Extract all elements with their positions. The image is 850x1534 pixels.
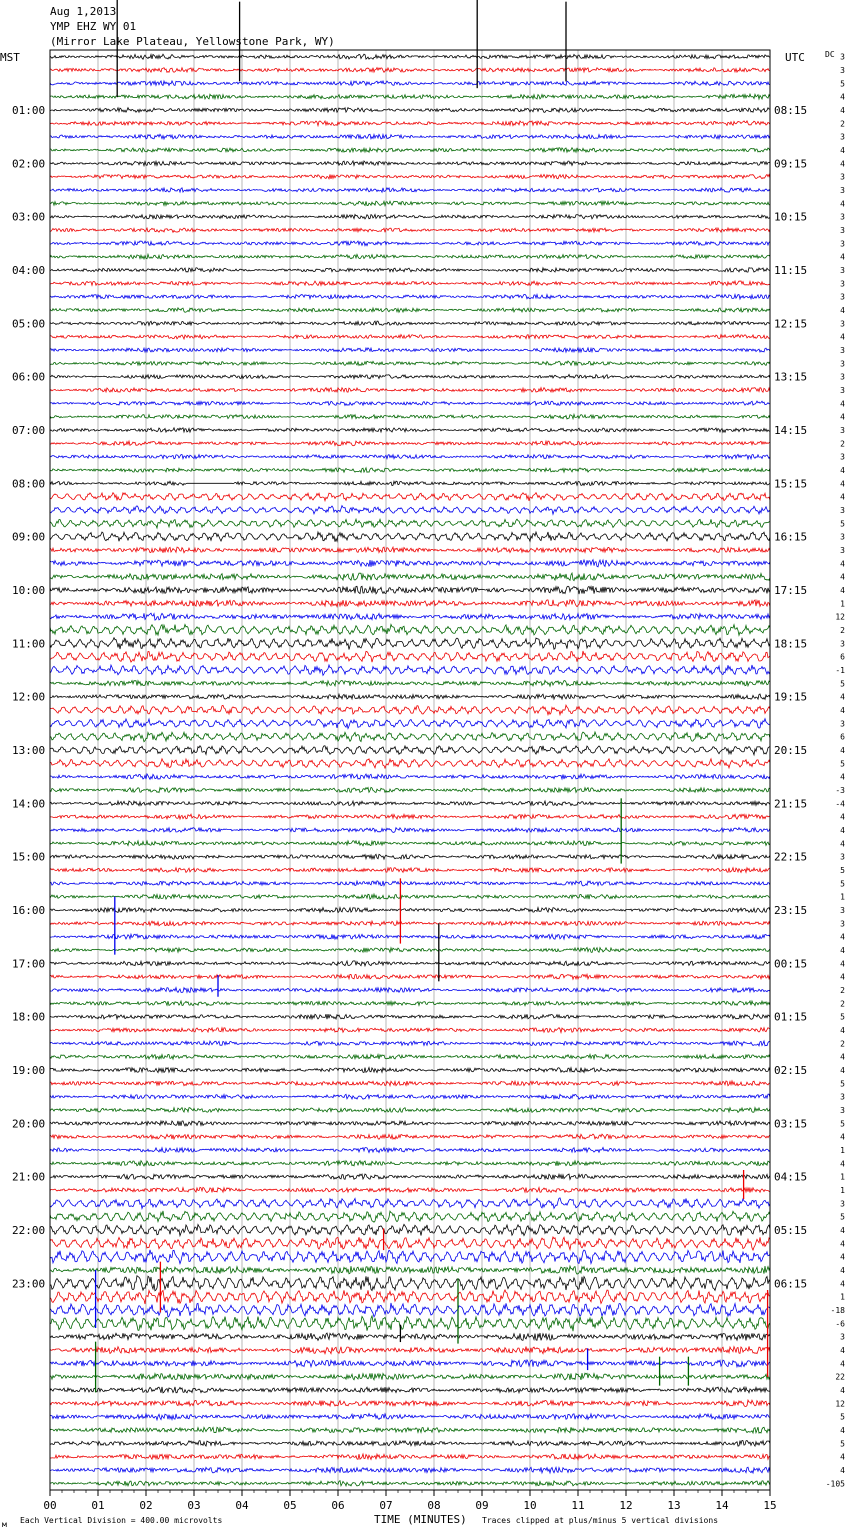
x-tick-label: 08 [427,1499,441,1512]
x-tick-label: 14 [715,1499,729,1512]
dc-offset-label: 4 [840,1026,845,1035]
clip-note: Traces clipped at plus/minus 5 vertical divisions [482,1516,719,1525]
left-hour-label: 07:00 [12,424,46,437]
x-tick-label: 07 [379,1499,393,1512]
dc-offset-label: 3 [840,1092,845,1102]
dc-offset-label: 4 [840,479,845,489]
dc-offset-label: 2 [840,119,845,129]
dc-offset-label: -6 [835,1319,845,1329]
header-location: (Mirror Lake Plateau, Yellowstone Park, WY) [50,35,335,48]
right-hour-label: 21:15 [774,797,808,811]
dc-offset-label: 4 [840,959,845,969]
dc-offset-label: 3 [840,639,845,649]
left-hour-label: 12:00 [12,690,46,704]
dc-offset-label: 3 [840,372,845,382]
dc-offset-label: 4 [840,1346,845,1355]
dc-offset-label: 1 [840,1172,845,1182]
left-hour-label: 13:00 [12,744,46,757]
dc-offset-label: 3 [840,852,845,862]
dc-offset-label: 3 [840,66,845,75]
dc-offset-label: 4 [840,1279,845,1289]
right-hour-label: 03:15 [774,1117,808,1131]
dc-offset-label: 4 [840,559,845,569]
dc-offset-label: 4 [840,1466,845,1475]
right-hour-label: 20:15 [774,744,808,757]
dc-offset-label: 2 [840,1039,845,1049]
x-tick-label: 05 [283,1499,297,1512]
dc-offset-label: 3 [840,426,845,435]
dc-offset-label: 3 [840,359,845,369]
dc-offset-label: 4 [840,972,845,982]
left-hour-label: 15:00 [12,850,46,864]
left-hour-label: 17:00 [12,957,46,971]
dc-offset-label: 4 [840,1159,845,1169]
dc-offset-label: 4 [840,1359,845,1369]
x-tick-label: 11 [571,1499,585,1512]
dc-offset-label: 4 [840,399,845,409]
dc-offset-label: 5 [840,879,845,889]
left-hour-label: 16:00 [12,904,46,917]
dc-offset-label: 5 [840,1212,845,1222]
dc-offset-label: 4 [840,1386,845,1395]
dc-offset-label: 3 [840,452,845,462]
dc-offset-label: 3 [840,546,845,555]
dc-offset-label: 1 [840,1146,845,1155]
left-hour-label: 21:00 [12,1170,46,1184]
dc-offset-label: 3 [840,1332,845,1342]
left-hour-label: 03:00 [12,210,46,224]
dc-offset-label: 4 [840,706,845,715]
right-hour-label: 19:15 [774,690,808,704]
dc-offset-label: 4 [840,1239,845,1249]
dc-offset-label: 5 [840,866,845,875]
header-date: Aug 1,2013 [50,5,117,18]
dc-offset-label: 4 [840,1226,845,1235]
dc-offset-label: -4 [835,799,845,809]
dc-offset-label: 3 [840,1199,845,1209]
x-tick-label: 10 [523,1499,537,1512]
left-hour-label: 19:00 [12,1064,46,1077]
left-hour-label: 08:00 [12,477,46,491]
x-tick-label: 13 [667,1499,681,1512]
dc-offset-label: 5 [840,1012,845,1022]
dc-offset-label: 3 [840,346,845,355]
right-hour-label: 11:15 [774,264,808,277]
right-hour-label: 08:15 [774,104,808,117]
dc-offset-label: 4 [840,199,845,209]
left-hour-label: 01:00 [12,104,46,117]
right-hour-label: 02:15 [774,1064,808,1077]
left-hour-label: 02:00 [12,157,46,171]
dc-offset-label: 4 [840,1066,845,1075]
dc-offset-label: 12 [835,612,845,622]
dc-offset-label: 5 [840,679,845,689]
dc-offset-label: 5 [840,519,845,529]
right-hour-label: 04:15 [774,1170,808,1184]
left-hour-label: 14:00 [12,797,46,811]
right-hour-label: 06:15 [774,1277,808,1291]
dc-offset-label: 3 [840,292,845,302]
dc-offset-label: 4 [840,492,845,502]
dc-offset-label: 3 [840,279,845,289]
dc-offset-label: 3 [840,239,845,249]
dc-offset-label: 1 [840,892,845,902]
corner-mark: м [2,1520,7,1529]
dc-offset-label: 4 [840,412,845,422]
dc-offset-label: 3 [840,532,845,542]
x-tick-label: 01 [91,1499,105,1512]
dc-offset-label: 4 [840,572,845,582]
dc-offset-label: 2 [840,986,845,995]
x-tick-label: 03 [187,1499,201,1512]
left-timezone-label: MST [0,51,20,64]
left-hour-label: 06:00 [12,370,46,384]
dc-offset-label: 6 [840,652,845,662]
dc-offset-label: 3 [840,719,845,729]
left-hour-label: 10:00 [12,584,46,597]
dc-offset-label: 4 [840,1452,845,1462]
right-hour-label: 22:15 [774,850,808,864]
header-station: YMP EHZ WY 01 [50,20,137,33]
right-hour-label: 14:15 [774,424,808,437]
dc-offset-label: 3 [840,506,845,515]
dc-offset-label: 1 [840,1186,845,1195]
right-hour-label: 05:15 [774,1224,808,1237]
dc-offset-label: 1 [840,1292,845,1302]
dc-offset-label: 4 [840,826,845,835]
dc-offset-label: 4 [840,159,845,169]
dc-offset-label: 4 [840,306,845,315]
dc-offset-label: 3 [840,1106,845,1115]
right-hour-label: 13:15 [774,370,808,384]
dc-offset-label: 3 [840,906,845,915]
right-hour-label: 00:15 [774,957,808,971]
dc-offset-label: 4 [840,839,845,849]
right-hour-label: 17:15 [774,584,808,597]
right-hour-label: 12:15 [774,317,808,331]
dc-offset-label: 5 [840,1119,845,1129]
right-hour-label: 18:15 [774,637,808,651]
dc-offset-label: 2 [840,439,845,449]
x-tick-label: 00 [43,1499,57,1512]
dc-offset-label: 1 [840,599,845,609]
dc-offset-label: 4 [840,932,845,942]
dc-offset-label: 5 [840,1079,845,1089]
left-hour-label: 23:00 [12,1277,46,1291]
left-hour-label: 09:00 [12,530,46,544]
dc-offset-label: 6 [840,732,845,742]
dc-offset-label: 3 [840,52,845,62]
dc-offset-label: 4 [840,1266,845,1275]
dc-offset-label: 4 [840,1132,845,1142]
dc-offset-label: 2 [840,626,845,635]
dc-offset-label: 3 [840,266,845,275]
dc-offset-label: 4 [840,586,845,595]
dc-offset-label: 5 [840,1412,845,1422]
x-tick-label: 06 [331,1499,345,1512]
right-hour-label: 09:15 [774,157,808,171]
dc-offset-label: 4 [840,106,845,115]
left-hour-label: 05:00 [12,317,46,331]
dc-offset-label: 3 [840,186,845,195]
left-hour-label: 11:00 [12,637,46,651]
dc-offset-label: -1 [835,666,845,675]
right-hour-label: 10:15 [774,210,808,224]
dc-offset-label: -18 [830,1306,845,1315]
dc-offset-label: 4 [840,772,845,782]
x-tick-label: 04 [235,1499,249,1512]
dc-offset-label: 4 [840,1252,845,1262]
dc-offset-label: 3 [840,172,845,182]
dc-offset-label: 4 [840,332,845,342]
right-hour-label: 15:15 [774,477,808,491]
right-timezone-label: UTC [785,51,805,64]
dc-offset-label: 3 [840,386,845,395]
left-hour-label: 22:00 [12,1224,46,1237]
dc-offset-label: 5 [840,1439,845,1449]
dc-offset-label: 2 [840,999,845,1009]
dc-offset-label: -105 [825,1479,845,1489]
dc-offset-label: 4 [840,92,845,102]
dc-offset-label: 4 [840,1052,845,1062]
dc-offset-label: 3 [840,226,845,235]
x-tick-label: 15 [763,1499,777,1512]
left-hour-label: 04:00 [12,264,46,277]
dc-offset-label: 3 [840,212,845,222]
dc-offset-label: 4 [840,146,845,155]
right-hour-label: 01:15 [774,1010,808,1024]
left-hour-label: 18:00 [12,1010,46,1024]
dc-offset-label: 3 [840,319,845,329]
dc-offset-label: 3 [840,132,845,142]
dc-offset-label: 3 [840,919,845,929]
scale-note: Each Vertical Division = 400.00 microvolts [20,1516,223,1525]
dc-offset-label: 4 [840,466,845,475]
x-axis-label: TIME (MINUTES) [374,1513,467,1526]
dc-offset-label: 4 [840,252,845,262]
dc-offset-label: 4 [840,746,845,755]
dc-offset-label: 4 [840,946,845,955]
dc-offset-label: 4 [840,692,845,702]
dc-offset-label: 4 [840,812,845,822]
dc-offset-label: 5 [840,79,845,89]
dc-offset-label: 22 [835,1372,845,1382]
left-hour-label: 20:00 [12,1117,46,1131]
dc-offset-label: 5 [840,759,845,769]
dc-offset-label: -3 [835,786,845,795]
dc-header-label: DC [825,50,835,59]
dc-offset-label: 4 [840,1426,845,1435]
dc-offset-label: 12 [835,1399,845,1409]
right-hour-label: 16:15 [774,530,808,544]
x-tick-label: 02 [139,1499,153,1512]
right-hour-label: 23:15 [774,904,808,917]
x-tick-label: 09 [475,1499,489,1512]
x-tick-label: 12 [619,1499,633,1512]
